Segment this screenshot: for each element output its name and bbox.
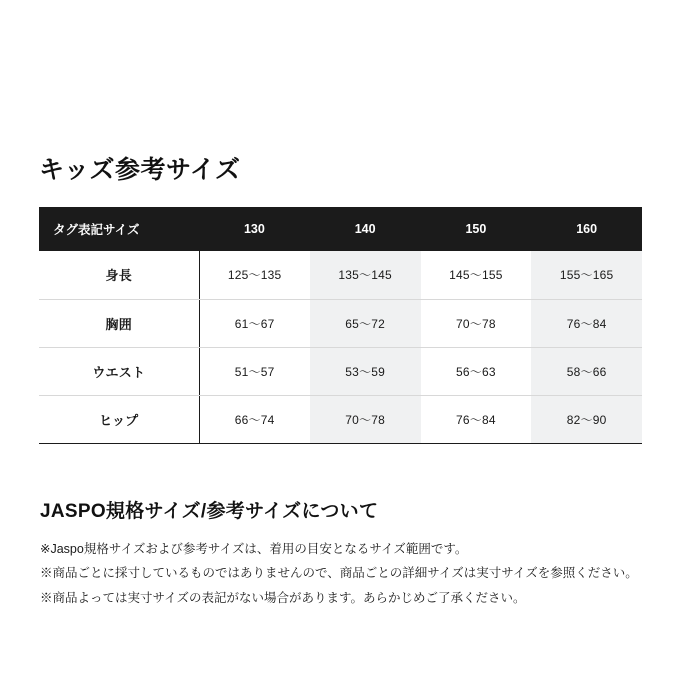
cell-height-160: 155〜165 xyxy=(531,251,642,299)
size-table-container xyxy=(39,207,642,444)
column-header-130: 130 xyxy=(199,207,310,251)
cell-height-140: 135〜145 xyxy=(310,251,421,299)
notes-title: JASPO規格サイズ/参考サイズについて xyxy=(40,501,379,522)
row-label-waist: ウエスト xyxy=(39,347,199,395)
table-row xyxy=(39,299,642,347)
column-header-140: 140 xyxy=(310,207,421,251)
note-line-2: ※商品ごとに採寸しているものではありませんので、商品ごとの詳細サイズは実寸サイズを参照ください。 xyxy=(40,566,638,581)
cell-waist-150: 56〜63 xyxy=(421,347,532,395)
cell-hip-130: 66〜74 xyxy=(199,395,310,443)
cell-waist-140: 53〜59 xyxy=(310,347,421,395)
note-line-1: ※Jaspo規格サイズおよび参考サイズは、着用の目安となるサイズ範囲です。 xyxy=(40,542,468,556)
notes-section xyxy=(40,496,650,610)
cell-waist-160: 58〜66 xyxy=(531,347,642,395)
cell-height-150: 145〜155 xyxy=(421,251,532,299)
column-header-label: タグ表記サイズ xyxy=(39,207,199,251)
row-label-chest: 胸囲 xyxy=(39,299,199,347)
cell-hip-150: 76〜84 xyxy=(421,395,532,443)
table-row xyxy=(39,395,642,443)
cell-hip-160: 82〜90 xyxy=(531,395,642,443)
table-row xyxy=(39,347,642,395)
row-label-hip: ヒップ xyxy=(39,395,199,443)
column-header-160: 160 xyxy=(531,207,642,251)
cell-hip-140: 70〜78 xyxy=(310,395,421,443)
cell-chest-150: 70〜78 xyxy=(421,299,532,347)
cell-height-130: 125〜135 xyxy=(199,251,310,299)
cell-chest-130: 61〜67 xyxy=(199,299,310,347)
row-label-height: 身長 xyxy=(39,251,199,299)
cell-chest-140: 65〜72 xyxy=(310,299,421,347)
cell-waist-130: 51〜57 xyxy=(199,347,310,395)
cell-chest-160: 76〜84 xyxy=(531,299,642,347)
column-header-150: 150 xyxy=(421,207,532,251)
table-row xyxy=(39,251,642,299)
kids-size-table xyxy=(39,207,642,444)
table-header xyxy=(39,207,642,251)
table-header-row xyxy=(39,207,642,251)
page-title: キッズ参考サイズ xyxy=(39,155,241,184)
note-line-3: ※商品よっては実寸サイズの表記がない場合があります。あらかじめご了承ください。 xyxy=(40,590,526,605)
table-body xyxy=(39,251,642,443)
